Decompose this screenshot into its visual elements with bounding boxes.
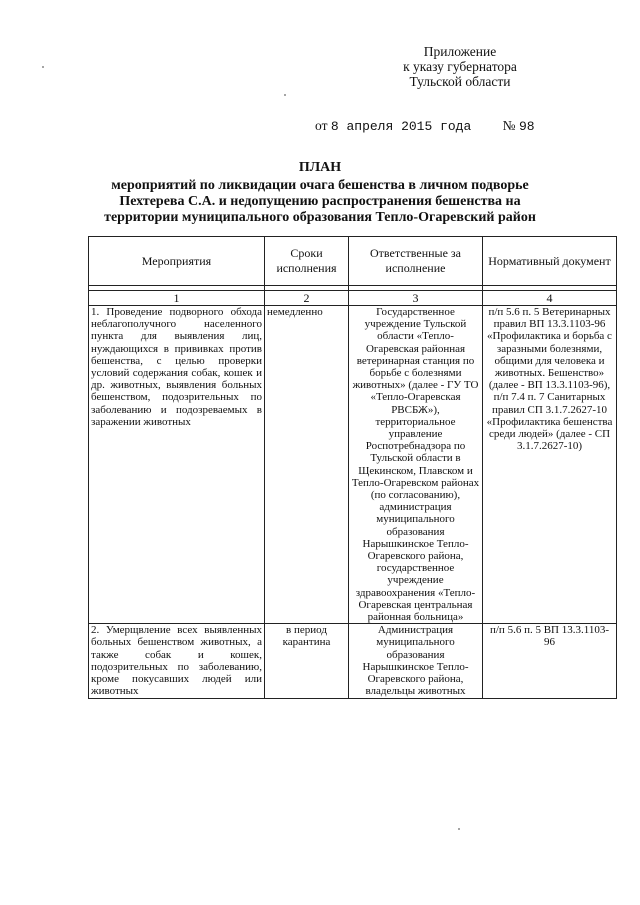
header-document: Нормативный документ xyxy=(483,237,617,286)
header-measures: Мероприятия xyxy=(89,237,265,286)
row-term: немедленно xyxy=(265,306,349,624)
row-responsible: Администрация муниципального образования Нарышкинское Тепло-Огаревского района, владельцы животных xyxy=(349,624,483,698)
title-heading: ПЛАН xyxy=(298,160,342,175)
column-number: 4 xyxy=(483,291,617,306)
header-terms: Сроки исполнения xyxy=(265,237,349,286)
column-number: 3 xyxy=(349,291,483,306)
measures-table xyxy=(88,236,617,699)
date-prefix: от xyxy=(315,118,328,133)
header-responsible: Ответственные за исполнение xyxy=(349,237,483,286)
row-measure: 2. Умерщвление всех выявленных больных бешенством животных, а также собак и кошек, подозрительных по заболеванию, кроме покусавших людей или животных xyxy=(89,624,265,698)
row-document: п/п 5.6 п. 5 Ветеринарных правил ВП 13.3.1103-96 «Профилактика и борьба с заразными болезнями, общими для человека и животных. Бешенство» (далее - ВП 13.3.1103-96), п/п 7.4 п. 7 Санитарных правил СП 3.1.7.2627-10 «Профилактика бешенства среди людей» (далее - СП 3.1.7.2627-10) xyxy=(483,306,617,624)
row-measure: 1. Проведение подворного обхода неблагополучного населенного пункта для выявления лиц, нуждающихся в прививках против бешенства, с целью проверки условий содержания собак, кошек и др. животных, выявления больных бешенством, подозрительных по заболеванию и подозреваемых в заражении животных xyxy=(89,306,265,624)
decree-number: 98 xyxy=(518,119,535,134)
row-responsible: Государственное учреждение Тульской области «Тепло-Огаревская районная ветеринарная станция по борьбе с болезнями животных» (далее - ГУ ТО «Тепло-Огаревская РВСБЖ»), территориальное управление Роспотребнадзора по Тульской области в Щекинском, Плавском и Тепло-Огаревском районах (по согласованию), администрация муниципального образования Нарышкинское Тепло-Огаревского района, государственное учреждение здравоохранения «Тепло-Огаревская центральная районная больница» xyxy=(349,306,483,624)
scan-speck xyxy=(284,94,286,96)
scan-speck xyxy=(458,828,460,830)
appendix-line-3: Тульской области xyxy=(409,74,511,89)
decree-number-label: № xyxy=(502,118,516,133)
decree-date-line xyxy=(315,118,535,134)
table-row xyxy=(89,624,617,698)
title-line-2: Пехтерева С.А. и недопущению распространения бешенства на xyxy=(119,194,521,209)
table-row xyxy=(89,306,617,624)
title-line-3: территории муниципального образования Тепло-Огаревский район xyxy=(104,210,536,225)
title-line-1: мероприятий по ликвидации очага бешенства в личном подворье xyxy=(111,178,529,193)
column-number: 1 xyxy=(89,291,265,306)
appendix-block xyxy=(370,44,550,89)
column-number-row xyxy=(89,291,617,306)
document-title xyxy=(95,160,545,226)
row-document: п/п 5.6 п. 5 ВП 13.3.1103-96 xyxy=(483,624,617,698)
column-number: 2 xyxy=(265,291,349,306)
table-header-row xyxy=(89,237,617,286)
appendix-line-1: Приложение xyxy=(423,44,497,59)
decree-date: 8 апреля 2015 года xyxy=(330,119,472,134)
appendix-line-2: к указу губернатора xyxy=(403,59,517,74)
row-term: в период карантина xyxy=(265,624,349,698)
scan-speck xyxy=(42,66,44,68)
